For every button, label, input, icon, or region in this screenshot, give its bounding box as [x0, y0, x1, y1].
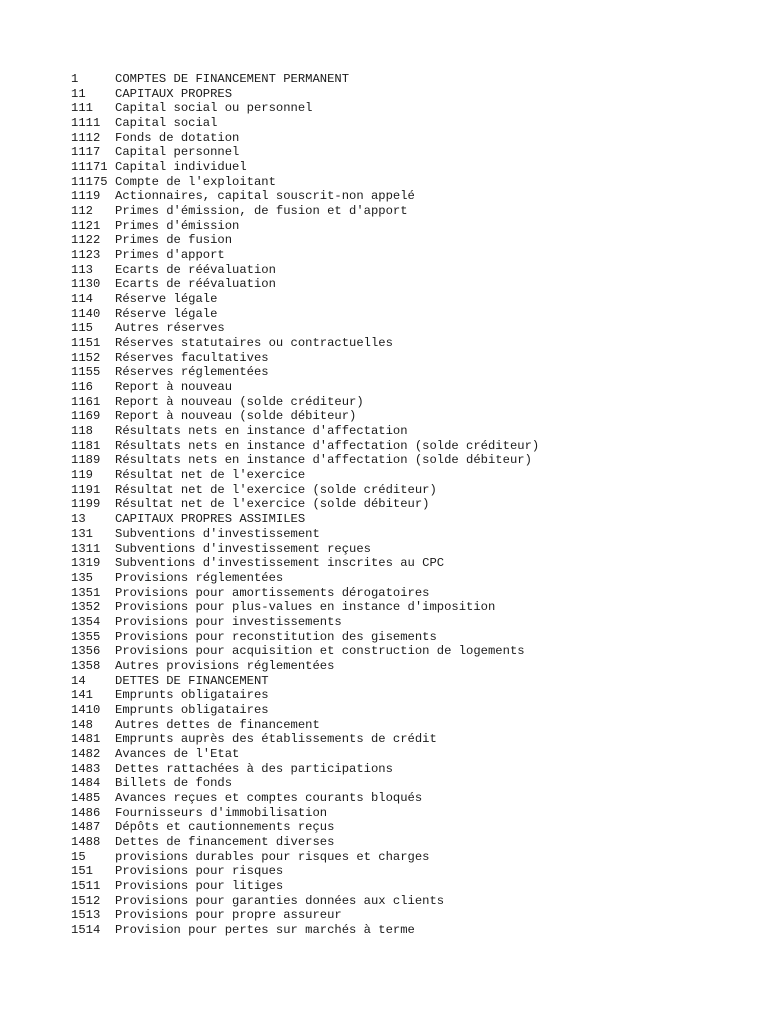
account-code: 1199	[71, 497, 101, 512]
account-code: 1181	[71, 438, 101, 453]
account-row	[71, 571, 751, 586]
account-row	[71, 894, 751, 909]
account-code: 1155	[71, 365, 101, 380]
account-row	[71, 292, 751, 307]
account-label: Billets de fonds	[115, 776, 233, 791]
account-label: Fournisseurs d'immobilisation	[115, 805, 328, 820]
account-row	[71, 512, 751, 527]
account-row	[71, 145, 751, 160]
account-row	[71, 718, 751, 733]
account-label: Primes de fusion	[115, 233, 233, 248]
account-label: Primes d'apport	[115, 248, 225, 263]
account-label: Ecarts de réévaluation	[115, 262, 276, 277]
account-label: Emprunts obligataires	[115, 688, 269, 703]
account-row	[71, 219, 751, 234]
account-code: 135	[71, 570, 93, 585]
account-code: 119	[71, 468, 93, 483]
account-code: 1512	[71, 893, 101, 908]
account-code: 1189	[71, 453, 101, 468]
account-label: Primes d'émission	[115, 218, 240, 233]
account-row	[71, 630, 751, 645]
account-label: Provision pour pertes sur marchés à terme	[115, 922, 415, 937]
account-code: 1191	[71, 482, 101, 497]
account-row	[71, 674, 751, 689]
account-label: Report à nouveau (solde débiteur)	[115, 409, 357, 424]
account-code: 1151	[71, 336, 101, 351]
account-row	[71, 615, 751, 630]
account-code: 1358	[71, 658, 101, 673]
account-row	[71, 351, 751, 366]
account-code: 116	[71, 380, 93, 395]
account-code: 13	[71, 512, 86, 527]
account-code: 1355	[71, 629, 101, 644]
account-code: 1513	[71, 908, 101, 923]
account-row	[71, 189, 751, 204]
account-code: 1319	[71, 556, 101, 571]
account-label: provisions durables pour risques et charges	[115, 849, 430, 864]
account-row	[71, 395, 751, 410]
account-label: Provisions pour garanties données aux clients	[115, 893, 445, 908]
account-label: Avances de l'Etat	[115, 746, 240, 761]
account-row	[71, 380, 751, 395]
account-label: CAPITAUX PROPRES	[115, 86, 233, 101]
account-code: 1111	[71, 116, 101, 131]
account-row	[71, 233, 751, 248]
account-row	[71, 248, 751, 263]
account-row	[71, 277, 751, 292]
account-label: COMPTES DE FINANCEMENT PERMANENT	[115, 72, 350, 86]
account-code: 1488	[71, 834, 101, 849]
account-code: 114	[71, 292, 93, 307]
account-label: Provisions pour plus-values en instance d'imposition	[115, 600, 496, 615]
account-row	[71, 659, 751, 674]
account-row	[71, 263, 751, 278]
account-label: Provisions pour risques	[115, 864, 284, 879]
account-code: 11	[71, 86, 86, 101]
account-code: 112	[71, 204, 93, 219]
account-code: 1356	[71, 644, 101, 659]
account-label: Capital social ou personnel	[115, 101, 313, 116]
account-row	[71, 586, 751, 601]
account-code: 111	[71, 101, 93, 116]
account-label: Provisions pour acquisition et construction de logements	[115, 644, 525, 659]
account-label: Emprunts auprès des établissements de crédit	[115, 732, 437, 747]
account-code: 1152	[71, 350, 101, 365]
account-row	[71, 116, 751, 131]
account-label: Actionnaires, capital souscrit-non appelé	[115, 189, 415, 204]
account-row	[71, 806, 751, 821]
account-code: 115	[71, 321, 93, 336]
account-code: 1486	[71, 805, 101, 820]
account-label: Avances reçues et comptes courants bloqués	[115, 790, 423, 805]
account-code: 1112	[71, 130, 101, 145]
account-row	[71, 321, 751, 336]
account-label: Capital social	[115, 116, 218, 131]
account-label: Ecarts de réévaluation	[115, 277, 276, 292]
account-row	[71, 820, 751, 835]
account-row	[71, 762, 751, 777]
account-row	[71, 336, 751, 351]
account-code: 1119	[71, 189, 101, 204]
account-label: Report à nouveau	[115, 380, 233, 395]
account-code: 11175	[71, 174, 108, 189]
account-code: 1485	[71, 790, 101, 805]
account-label: Capital individuel	[115, 160, 247, 175]
account-code: 1352	[71, 600, 101, 615]
account-row	[71, 365, 751, 380]
account-code: 1481	[71, 732, 101, 747]
account-label: Report à nouveau (solde créditeur)	[115, 394, 364, 409]
account-label: Provisions pour amortissements dérogatoires	[115, 585, 430, 600]
account-label: Provisions pour reconstitution des gisements	[115, 629, 437, 644]
account-label: Réserve légale	[115, 292, 218, 307]
account-code: 131	[71, 526, 93, 541]
account-code: 1487	[71, 820, 101, 835]
account-code: 1511	[71, 878, 101, 893]
account-row	[71, 542, 751, 557]
account-list	[71, 72, 751, 938]
account-label: Résultats nets en instance d'affectation	[115, 424, 408, 439]
account-label: Autres provisions réglementées	[115, 658, 335, 673]
account-row	[71, 175, 751, 190]
account-label: Subventions d'investissement inscrites au CPC	[115, 556, 445, 571]
account-label: Emprunts obligataires	[115, 702, 269, 717]
account-row	[71, 908, 751, 923]
account-row	[71, 527, 751, 542]
account-row	[71, 688, 751, 703]
account-label: Dettes rattachées à des participations	[115, 761, 393, 776]
account-row	[71, 409, 751, 424]
account-code: 1161	[71, 394, 101, 409]
account-code: 118	[71, 424, 93, 439]
account-code: 1121	[71, 218, 101, 233]
account-code: 1483	[71, 761, 101, 776]
account-row	[71, 644, 751, 659]
account-row	[71, 483, 751, 498]
account-row	[71, 600, 751, 615]
account-label: Autres réserves	[115, 321, 225, 336]
account-code: 1	[71, 72, 79, 86]
account-code: 1482	[71, 746, 101, 761]
account-label: Résultat net de l'exercice	[115, 468, 306, 483]
account-label: Provisions réglementées	[115, 570, 284, 585]
account-row	[71, 424, 751, 439]
account-row	[71, 101, 751, 116]
account-code: 11171	[71, 160, 108, 175]
account-row	[71, 87, 751, 102]
account-label: DETTES DE FINANCEMENT	[115, 673, 269, 688]
account-code: 141	[71, 688, 93, 703]
account-label: Résultats nets en instance d'affectation (solde créditeur)	[115, 438, 540, 453]
account-row	[71, 204, 751, 219]
account-row	[71, 776, 751, 791]
account-row	[71, 453, 751, 468]
account-label: Subventions d'investissement	[115, 526, 320, 541]
account-label: Compte de l'exploitant	[115, 174, 276, 189]
account-code: 1130	[71, 277, 101, 292]
account-row	[71, 835, 751, 850]
account-row	[71, 307, 751, 322]
account-row	[71, 747, 751, 762]
account-row	[71, 703, 751, 718]
account-code: 15	[71, 849, 86, 864]
account-label: Résultat net de l'exercice (solde débiteur)	[115, 497, 430, 512]
account-label: CAPITAUX PROPRES ASSIMILES	[115, 512, 306, 527]
account-label: Autres dettes de financement	[115, 717, 320, 732]
account-code: 1514	[71, 922, 101, 937]
account-code: 1351	[71, 585, 101, 600]
account-label: Résultat net de l'exercice (solde créditeur)	[115, 482, 437, 497]
account-label: Réserves réglementées	[115, 365, 269, 380]
account-row	[71, 864, 751, 879]
account-label: Provisions pour propre assureur	[115, 908, 342, 923]
account-code: 1169	[71, 409, 101, 424]
account-label: Dépôts et cautionnements reçus	[115, 820, 335, 835]
account-row	[71, 923, 751, 938]
account-code: 1117	[71, 145, 101, 160]
account-row	[71, 791, 751, 806]
account-code: 151	[71, 864, 93, 879]
account-label: Résultats nets en instance d'affectation (solde débiteur)	[115, 453, 532, 468]
account-label: Réserves facultatives	[115, 350, 269, 365]
account-row	[71, 160, 751, 175]
account-label: Capital personnel	[115, 145, 240, 160]
account-code: 1123	[71, 248, 101, 263]
account-row	[71, 556, 751, 571]
account-code: 148	[71, 717, 93, 732]
account-code: 1311	[71, 541, 101, 556]
account-label: Subventions d'investissement reçues	[115, 541, 371, 556]
account-code: 1354	[71, 614, 101, 629]
account-label: Fonds de dotation	[115, 130, 240, 145]
account-row	[71, 497, 751, 512]
account-label: Provisions pour litiges	[115, 878, 284, 893]
account-row	[71, 439, 751, 454]
account-code: 14	[71, 673, 86, 688]
account-label: Provisions pour investissements	[115, 614, 342, 629]
account-code: 1140	[71, 306, 101, 321]
account-code: 1410	[71, 702, 101, 717]
account-code: 1484	[71, 776, 101, 791]
account-code: 113	[71, 262, 93, 277]
account-label: Réserve légale	[115, 306, 218, 321]
account-label: Dettes de financement diverses	[115, 834, 335, 849]
account-row	[71, 468, 751, 483]
account-label: Réserves statutaires ou contractuelles	[115, 336, 393, 351]
account-row	[71, 879, 751, 894]
account-row	[71, 850, 751, 865]
account-row	[71, 732, 751, 747]
account-row	[71, 131, 751, 146]
account-code: 1122	[71, 233, 101, 248]
account-row	[71, 72, 751, 87]
account-label: Primes d'émission, de fusion et d'apport	[115, 204, 408, 219]
